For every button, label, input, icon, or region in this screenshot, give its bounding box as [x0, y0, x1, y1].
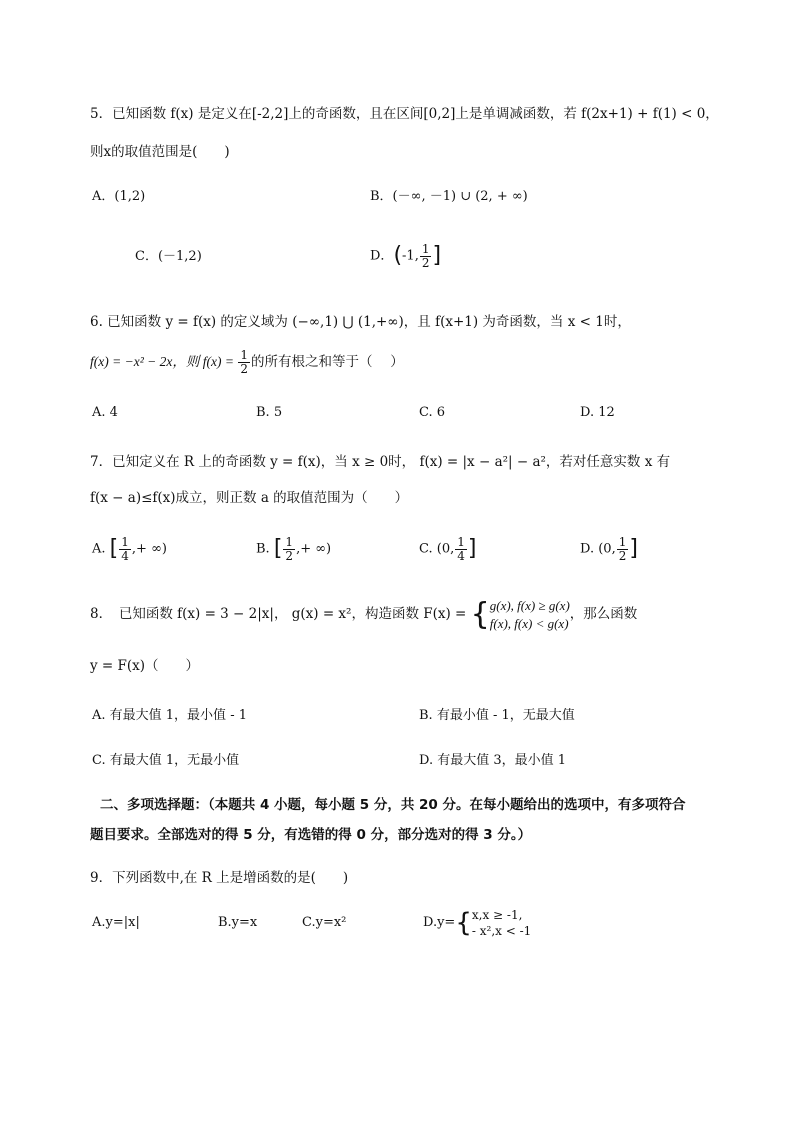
- q9-option-d-cases: [472, 907, 531, 939]
- q7-option-a-fraction: $\frac{1}{4}$: [121, 534, 129, 563]
- q7-option-c-left: (0,: [436, 541, 455, 557]
- q8-option-c: C. 有最大值 1，无最小值: [92, 753, 240, 768]
- q5-option-c: C．(－1,2): [135, 249, 202, 264]
- q6-stem-line2-prefix: f(x) = −x² − 2x，则 f(x) =: [90, 354, 238, 369]
- q8-cases: [490, 597, 570, 633]
- q8-option-a: A. 有最大值 1，最小值 - 1: [92, 708, 247, 723]
- q9-option-c: C.y=x²: [302, 915, 347, 930]
- q7-option-c: C. (0, $\frac{1}{4}$ ]: [419, 534, 477, 563]
- q5-option-a: A．(1,2): [92, 189, 146, 204]
- q5-option-b: B．(－∞, －1) ∪ (2, + ∞): [370, 189, 528, 204]
- q9-option-d-case-1: x,x ≥ -1,: [471, 907, 523, 922]
- q6-option-d: D. 12: [580, 405, 615, 420]
- q7-option-b-prefix: B.: [256, 541, 270, 557]
- q7-option-a: A. [ $\frac{1}{4}$ ,+ ∞): [92, 534, 167, 563]
- q6-option-a: A. 4: [92, 405, 118, 420]
- q5-option-d-prefix: D．: [370, 248, 394, 264]
- q7-option-d: D. (0, $\frac{1}{2}$ ]: [580, 534, 638, 563]
- q7-option-b-suffix: ,+ ∞): [296, 541, 332, 557]
- q5-option-d-left: -1,: [402, 248, 419, 264]
- q5-option-d-fraction: $\frac{1}{2}$: [421, 241, 430, 270]
- q7-option-d-left: (0,: [598, 541, 616, 557]
- q6-stem-line2-suffix: 的所有根之和等于（ ）: [250, 354, 404, 370]
- q9-stem: 9．下列函数中,在 R 上是增函数的是( ): [90, 870, 349, 886]
- q8-case-1: g(x), f(x) ≥ g(x): [489, 597, 570, 613]
- q8-option-b: B. 有最小值 - 1，无最大值: [419, 708, 575, 723]
- q5-option-d: D．(-1, $\frac{1}{2}$ ]: [370, 241, 442, 270]
- q7-option-c-fraction: $\frac{1}{4}$: [457, 534, 465, 563]
- q6-stem-line1: 6. 已知函数 y = f(x) 的定义域为 (−∞,1) ⋃ (1,+∞)，且 f(x+1) 为奇函数，当 x < 1时，: [90, 314, 631, 330]
- q8-stem-line2: y = F(x)（ ）: [90, 658, 200, 674]
- q7-option-a-prefix: A.: [92, 541, 106, 557]
- q6-fraction: $\frac{1}{2}$: [240, 348, 248, 376]
- q7-option-d-fraction: $\frac{1}{2}$: [618, 534, 627, 563]
- q6-option-b: B. 5: [256, 405, 283, 420]
- q7-option-a-suffix: ,+ ∞): [131, 541, 167, 557]
- q7-option-d-prefix: D.: [580, 541, 595, 557]
- q9-option-d-case-2: - x²,x < -1: [471, 923, 532, 938]
- q7-stem-line1: 7．已知定义在 R 上的奇函数 y = f(x)，当 x ≥ 0时， f(x) = |x − a²| − a²，若对任意实数 x 有: [90, 454, 671, 470]
- q8-stem-suffix: ，那么函数: [569, 606, 638, 622]
- q9-option-a: A.y=|x|: [92, 915, 140, 930]
- q9-option-d-prefix: D.y=: [423, 915, 456, 930]
- q9-option-b: B.y=x: [218, 915, 258, 930]
- q9-option-d: D.y={ x,x ≥ -1, - x²,x < -1: [423, 907, 532, 938]
- q8-stem-prefix: 8． 已知函数 f(x) = 3 − 2|x|， g(x) = x²，构造函数 F(x) =: [90, 606, 471, 622]
- section2-heading-line2: 题目要求。全部选对的得 5 分，有选错的得 0 分，部分选对的得 3 分。）: [90, 827, 532, 843]
- q5-stem-line1: 5．已知函数 f(x) 是定义在[-2,2]上的奇函数，且在区间[0,2]上是单调减函数，若 f(2x+1) + f(1) < 0，: [90, 106, 719, 122]
- q8-stem-line1: 8． 已知函数 f(x) = 3 − 2|x|， g(x) = x²，构造函数 F(x) = { g(x), f(x) ≥ g(x) f(x), f(x) < g(x) ，那么函数: [90, 596, 638, 632]
- q7-option-c-prefix: C.: [419, 541, 433, 557]
- q8-option-d: D. 有最大值 3，最小值 1: [419, 753, 567, 768]
- q6-option-c: C. 6: [419, 405, 446, 420]
- q7-option-b: B. [ $\frac{1}{2}$ ,+ ∞): [256, 534, 332, 563]
- q7-stem-line2: f(x − a)≤f(x)成立，则正数 a 的取值范围为（ ）: [90, 490, 409, 506]
- q6-stem-line2: [90, 344, 404, 380]
- q5-stem-line2: 则x的取值范围是( ): [90, 144, 230, 160]
- q8-case-2: f(x), f(x) < g(x): [489, 615, 569, 631]
- q7-option-b-fraction: $\frac{1}{2}$: [285, 534, 294, 563]
- section2-heading-line1: 二、多项选择题：（本题共 4 小题，每小题 5 分，共 20 分。在每小题给出的选项中，有多项符合: [100, 797, 686, 813]
